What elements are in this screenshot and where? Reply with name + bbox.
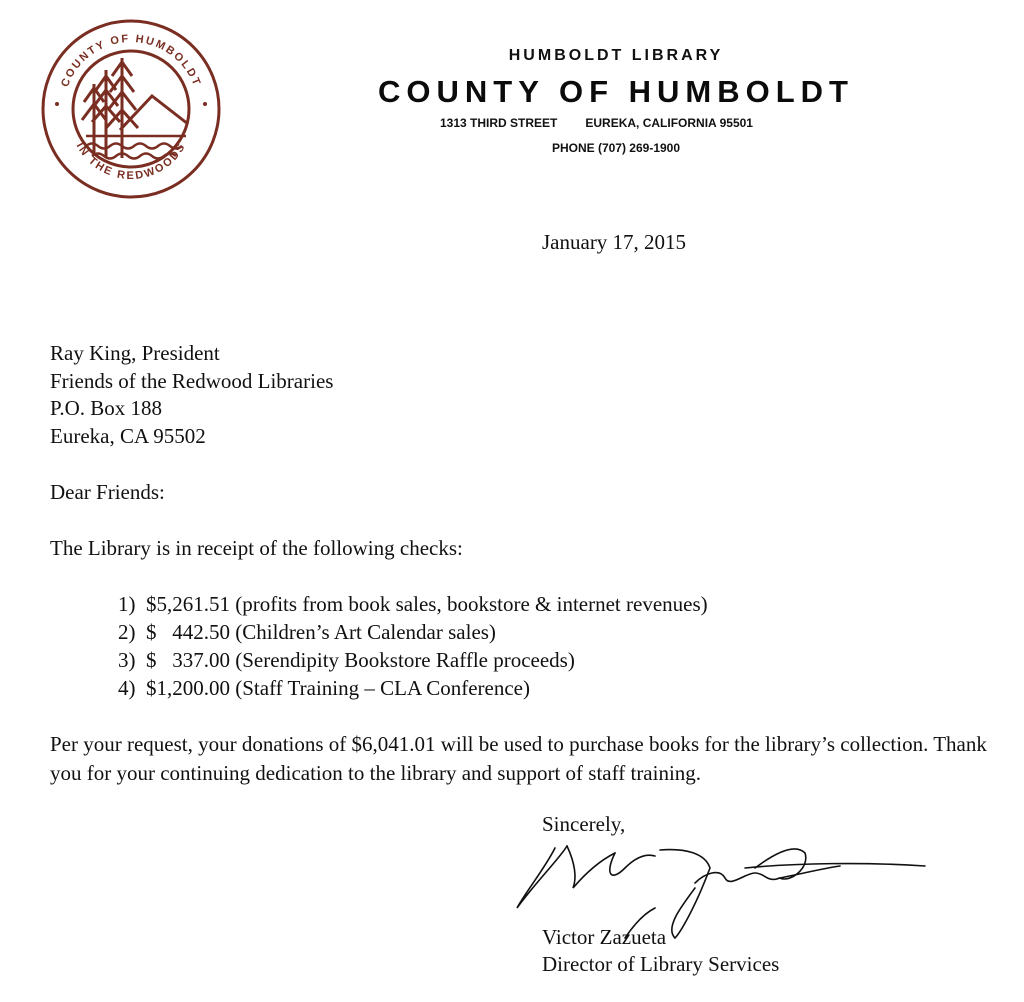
seal-text-top: COUNTY OF HUMBOLDT: [59, 32, 203, 89]
recipient-po-box-line: P.O. Box 188: [50, 396, 163, 420]
closing: Sincerely,: [542, 812, 626, 836]
letterhead-address: [440, 116, 753, 130]
letterhead-department: HUMBOLDT LIBRARY: [508, 47, 724, 64]
body-paragraph: Per your request, your donations of $6,041.01 will be used to purchase books for the library’s collection. Thank you for your continuing dedication to the library and support of staff training.: [50, 732, 987, 785]
letterhead-street: 1313 THIRD STREET: [440, 116, 558, 130]
recipient-name-line: Ray King, President: [50, 341, 220, 365]
check-item: 2) $ 442.50 (Children’s Art Calendar sales): [118, 620, 496, 644]
check-item: 1) $5,261.51 (profits from book sales, bookstore & internet revenues): [118, 592, 708, 616]
recipient-city-line: Eureka, CA 95502: [50, 423, 206, 448]
check-item: 3) $ 337.00 (Serendipity Bookstore Raffle proceeds): [118, 648, 575, 672]
letterhead-city: EUREKA, CALIFORNIA 95501: [585, 116, 753, 130]
check-item: 4) $1,200.00 (Staff Training – CLA Conference): [118, 676, 530, 700]
recipient-organization-line: Friends of the Redwood Libraries: [50, 368, 334, 393]
letterhead-county: COUNTY OF HUMBOLDT: [378, 74, 854, 109]
signer-block: [542, 924, 779, 978]
signer-title: Director of Library Services: [542, 952, 780, 976]
recipient-address: [50, 340, 333, 450]
signer-name: Victor Zazueta: [542, 925, 667, 949]
intro-paragraph: The Library is in receipt of the following checks:: [50, 536, 463, 560]
letter-date: January 17, 2015: [542, 230, 687, 254]
letterhead-phone: PHONE (707) 269-1900: [551, 141, 681, 155]
checks-list: [118, 590, 708, 702]
seal-text-bottom: IN THE REDWOODS: [73, 140, 189, 182]
salutation: Dear Friends:: [50, 480, 165, 504]
